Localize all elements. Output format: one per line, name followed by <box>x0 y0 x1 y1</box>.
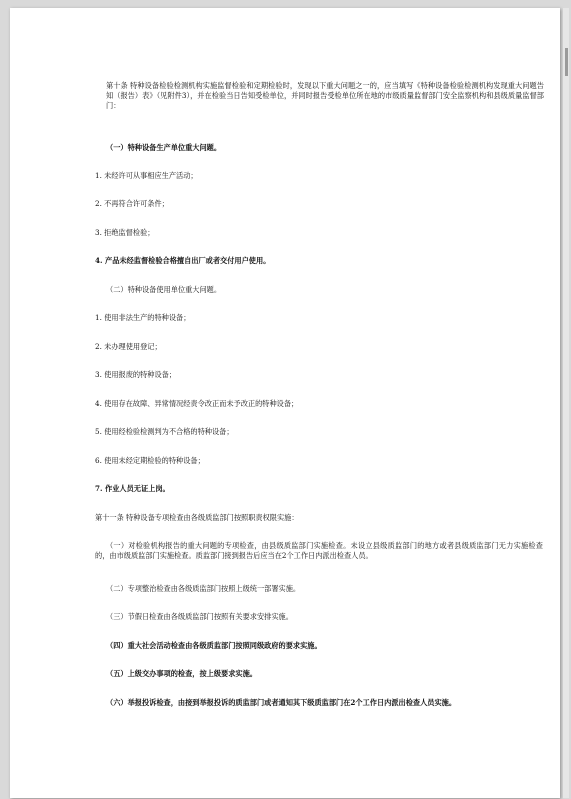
production-item-2: 2. 不再符合许可条件； <box>95 199 169 208</box>
use-item-4: 4. 使用存在故障、异常情况经责令改正而未予改正的特种设备； <box>95 399 299 408</box>
vertical-scrollbar[interactable] <box>563 8 569 798</box>
scrollbar-thumb[interactable] <box>565 48 568 76</box>
article-11-item-2: （二）专项整治检查由各级质监部门按照上级统一部署实施。 <box>106 584 301 593</box>
use-item-5: 5. 使用经检验检测判为不合格的特种设备； <box>95 427 234 436</box>
production-item-3: 3. 拒绝监督检验； <box>95 228 155 237</box>
use-item-6: 6. 使用未经定期检验的特种设备； <box>95 456 205 465</box>
article-11-item-4: （四）重大社会活动检查由各级质监部门按照同级政府的要求实施。 <box>106 641 322 650</box>
production-item-4: 4. 产品未经监督检验合格擅自出厂或者交付用户使用。 <box>95 256 271 265</box>
section-use-title: （二）特种设备使用单位重大问题。 <box>106 285 222 294</box>
use-item-2: 2. 未办理使用登记； <box>95 342 162 351</box>
document-page <box>10 8 560 798</box>
article-10-intro: 第十条 特种设备检验检测机构实施监督检验和定期检验时，发现以下重大问题之一的，应当填写《特种设备检验检测机构发现重大问题告知（报告）表》（见附件3），并在检验当日告知受检单位，并同时报告受检单位所在地的市级质量监督部门安全监察机构和县级质量监督部门： <box>106 81 544 110</box>
article-11-item-3: （三）节假日检查由各级质监部门按照有关要求安排实施。 <box>106 612 293 621</box>
use-item-7: 7. 作业人员无证上岗。 <box>95 484 170 493</box>
section-production-title: （一）特种设备生产单位重大问题。 <box>106 143 222 152</box>
use-item-1: 1. 使用非法生产的特种设备； <box>95 313 191 322</box>
use-item-3: 3. 使用报废的特种设备； <box>95 370 177 379</box>
article-11-intro: 第十一条 特种设备专项检查由各级质监部门按照职责权限实施： <box>95 513 299 522</box>
article-11-item-1: （一）对检验机构报告的重大问题的专项检查，由县级质监部门实施检查。未设立县级质监部门的地方或者县级质监部门无力实施检查的，由市级质监部门实施检查。质监部门接到报告后应当在2个工作日内派出检查人员。 <box>95 541 543 560</box>
article-11-item-5: （五）上级交办事项的检查，按上级要求实施。 <box>106 669 257 678</box>
production-item-1: 1. 未经许可从事相应生产活动； <box>95 171 198 180</box>
article-11-item-6: （六）举报投诉检查，由接到举报投诉的质监部门或者通知其下级质监部门在2个工作日内派出检查人员实施。 <box>106 698 457 707</box>
